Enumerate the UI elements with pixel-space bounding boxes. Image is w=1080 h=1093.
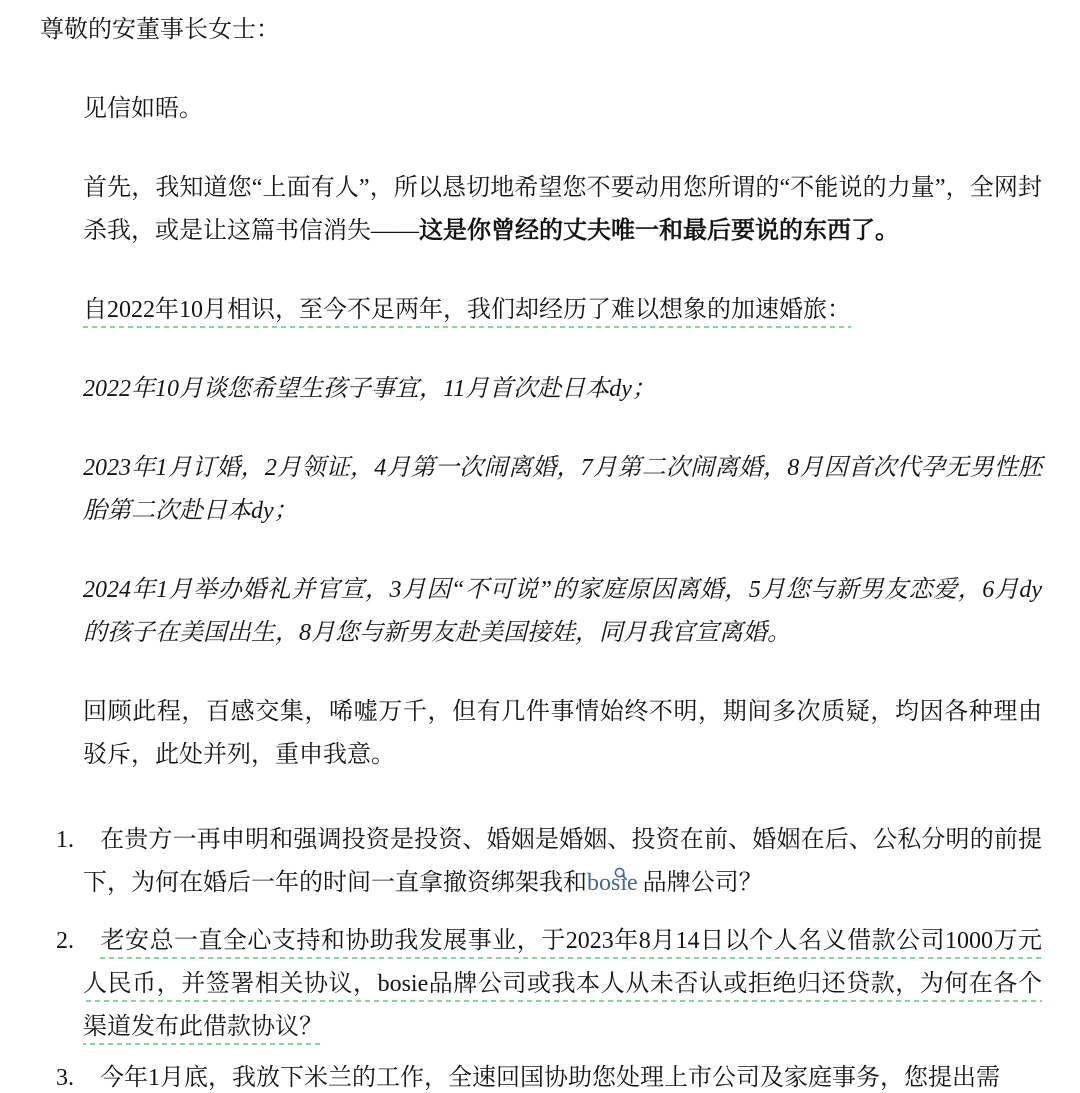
salutation: 尊敬的安董事长女士： <box>40 17 280 43</box>
item1-text-before-link: 在贵方一再申明和强调投资是投资、婚姻是婚姻、投资在前、婚姻在后、公私分明的前提下，为何在婚后一年的时间一直拿撤资绑架我和 <box>83 827 1042 896</box>
warning-text: 首先，我知道您“上面有人”，所以恳切地希望您不要动用您所谓的“不能说的力量”，全网封杀我，或是让这篇书信消失—— <box>83 175 1042 244</box>
question-list <box>40 819 1042 1093</box>
timeline-intro-underlined-text: 自2022年10月相识，至今不足两年，我们却经历了难以想象的加速婚旅： <box>83 297 851 328</box>
item2-underlined-text: 老安总一直全心支持和协助我发展事业，于2023年8月14日以个人名义借款公司1000万元人民币，并签署相关协议，bosie品牌公司或我本人从未否认或拒绝归还贷款，为何在各个渠道发布此借款协议？ <box>83 928 1042 1045</box>
bosie-link[interactable]: bosie <box>587 870 638 896</box>
list-number: 3. <box>56 1065 74 1091</box>
list-number: 2. <box>56 928 74 954</box>
paragraph-timeline-2023: 2023年1月订婚，2月领证，4月第一次闹离婚，7月第二次闹离婚，8月因首次代孕无男性胚胎第二次赴日本dy； <box>83 455 1042 524</box>
paragraph-timeline-intro <box>83 289 1042 332</box>
paragraph-timeline-2024: 2024年1月举办婚礼并官宣，3月因“不可说”的家庭原因离婚，5月您与新男友恋爱，6月dy的孩子在美国出生，8月您与新男友赴美国接娃，同月我官宣离婚。 <box>83 577 1042 646</box>
warning-bold-text: 这是你曾经的丈夫唯一和最后要说的东西了。 <box>419 218 899 244</box>
paragraph-review: 回顾此程，百感交集，唏嘘万千，但有几件事情始终不明，期间多次质疑，均因各种理由驳斥，此处并列，重申我意。 <box>83 699 1042 768</box>
paragraph-timeline-2022: 2022年10月谈您希望生孩子事宜，11月首次赴日本dy； <box>83 376 656 402</box>
list-item-3 <box>56 1057 1042 1093</box>
list-item-1 <box>56 819 1042 905</box>
item3-text: 今年1月底，我放下米兰的工作，全速回国协助您处理上市公司及家庭事务，您提出需 <box>100 1065 1000 1091</box>
paragraph-warning <box>83 167 1042 253</box>
item1-text-after-link: 品牌公司？ <box>642 870 763 896</box>
list-number: 1. <box>56 827 74 853</box>
list-item-2 <box>56 920 1042 1049</box>
paragraph-greeting: 见信如晤。 <box>83 96 203 122</box>
